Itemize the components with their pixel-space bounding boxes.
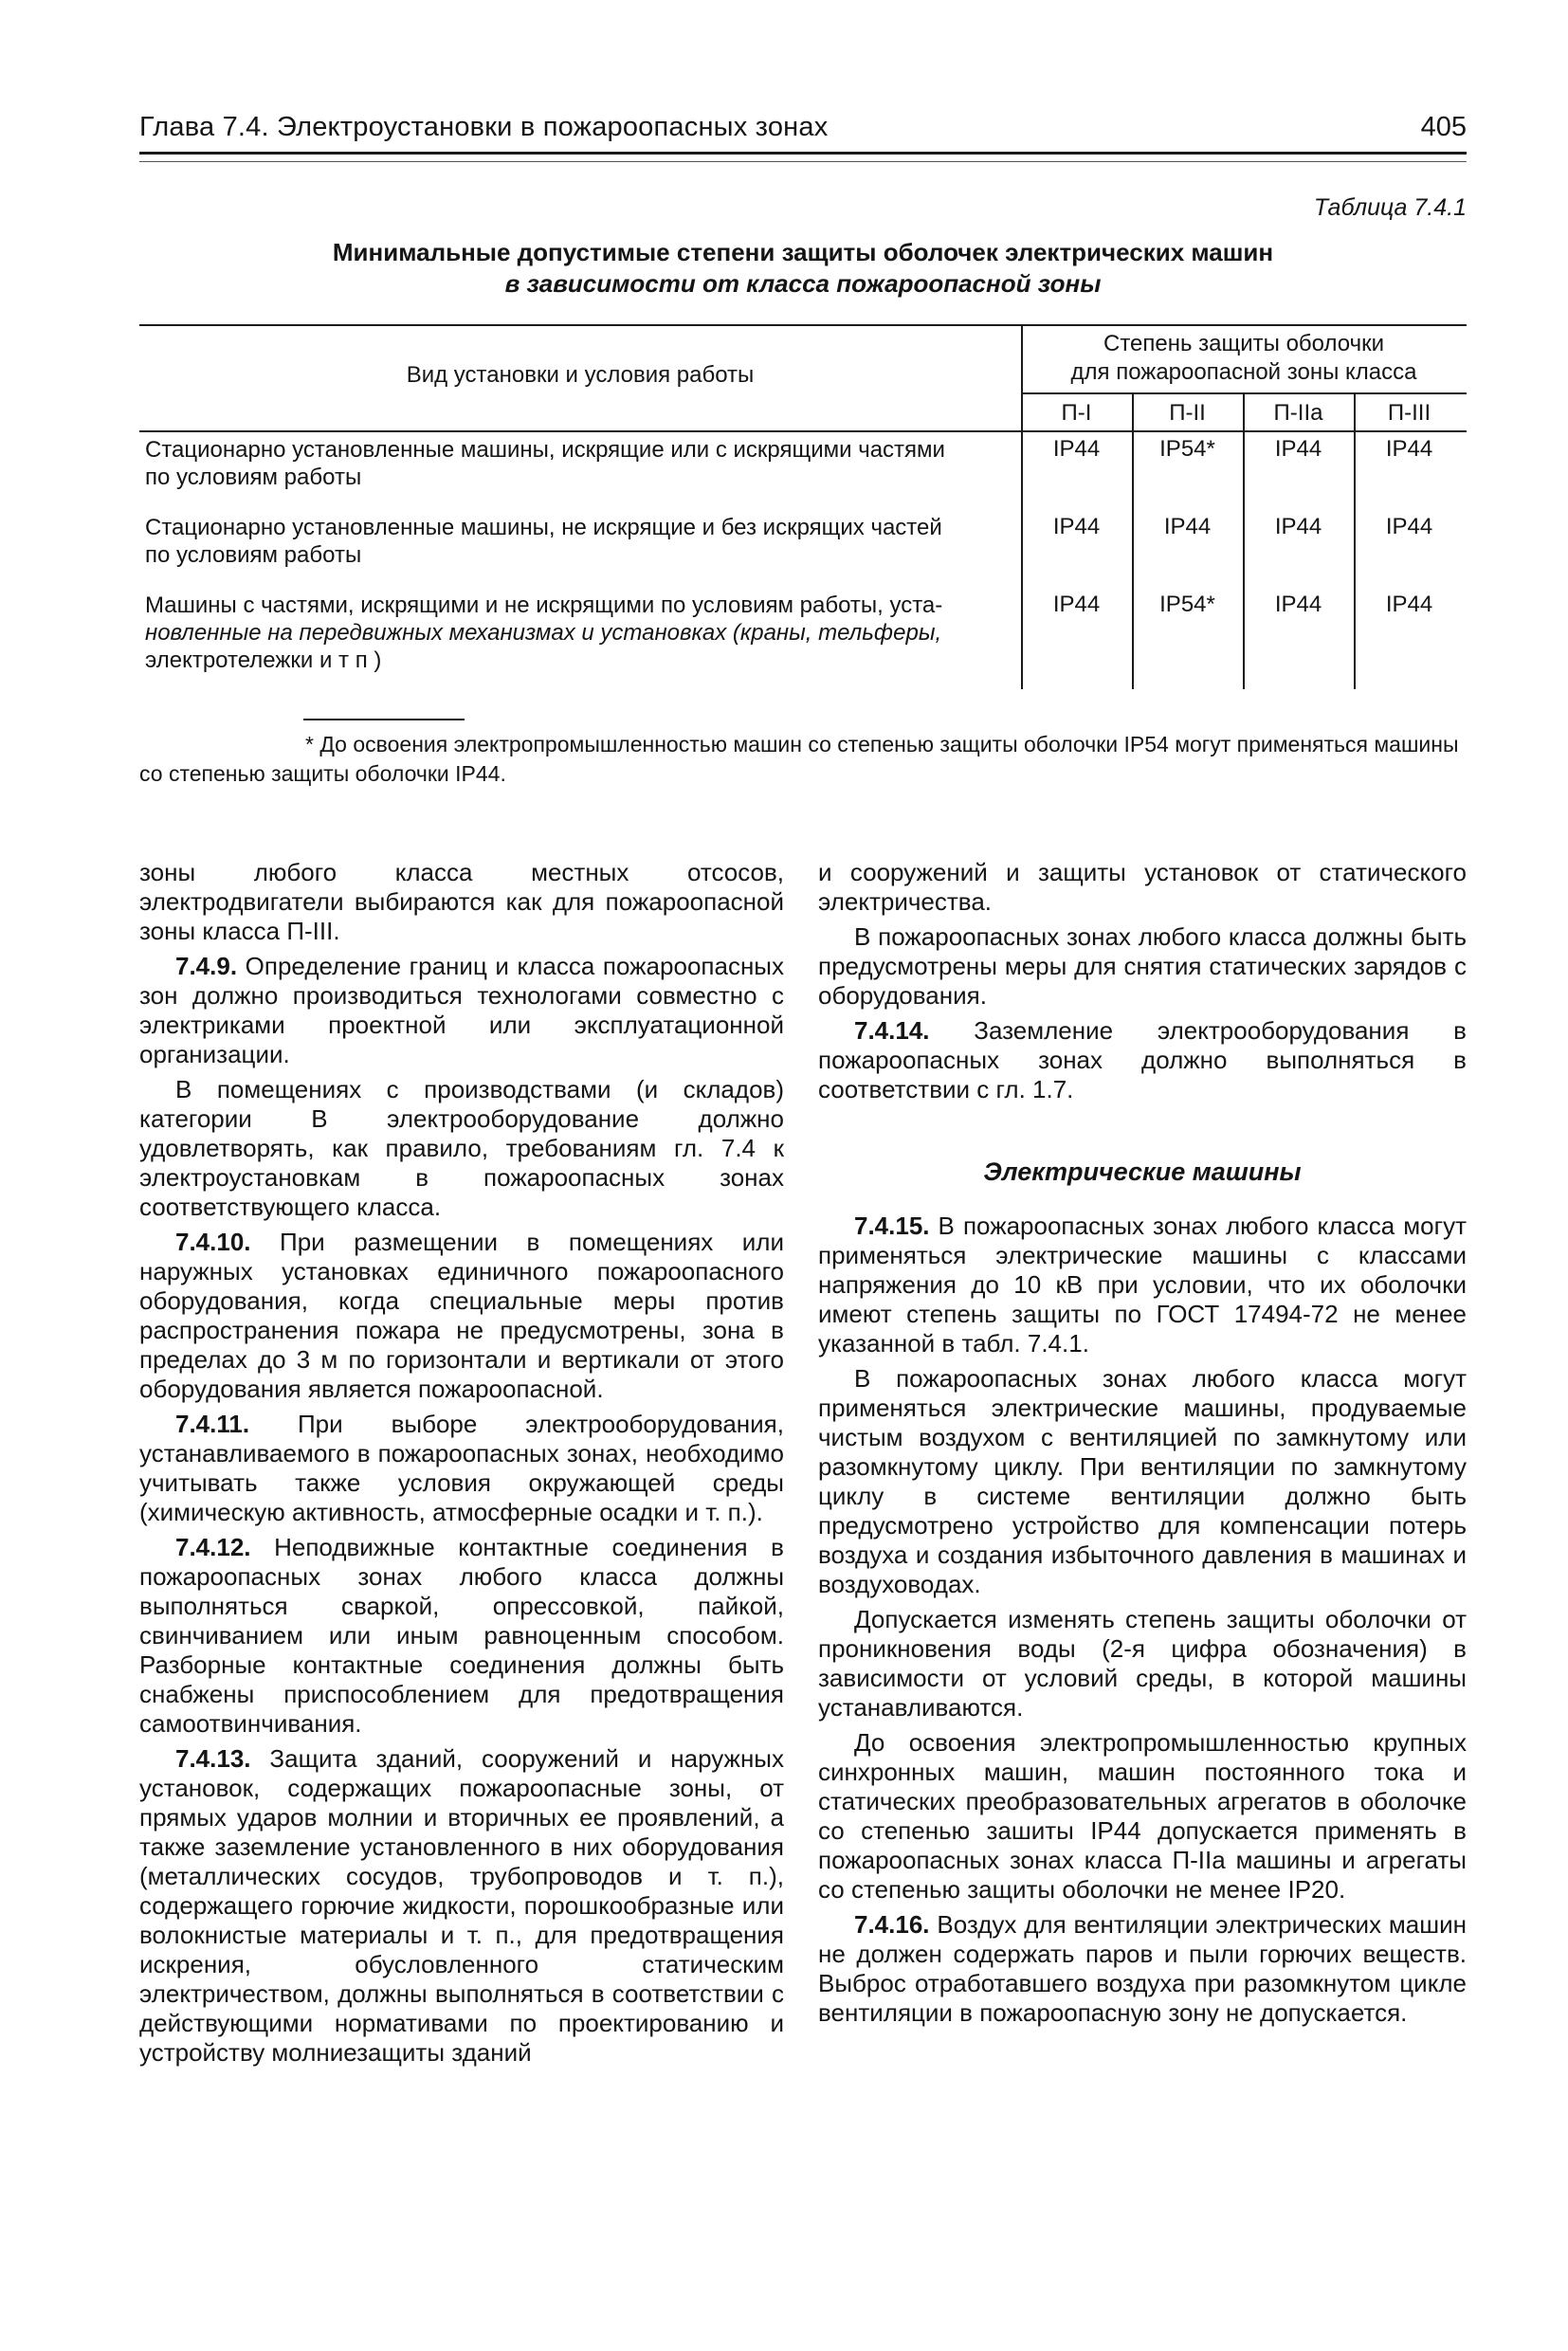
section-number: 7.4.11. xyxy=(175,1410,250,1438)
table-cell-value: IP44 xyxy=(1385,436,1433,462)
row-line: по условиям работы xyxy=(145,465,362,490)
column-header-protection-line2: для пожароопасной зоны класса xyxy=(1070,359,1417,385)
row-line: Стационарно установленные машины, не искрящие и без искрящих частей xyxy=(145,515,942,540)
section-number: 7.4.15. xyxy=(854,1212,930,1240)
column-header-protection xyxy=(1021,330,1467,387)
text-column-right xyxy=(818,858,1467,2033)
header-rule-thin xyxy=(139,161,1467,162)
paragraph xyxy=(139,1228,784,1404)
paragraph xyxy=(139,1744,784,2068)
paragraph: До освоения электропромышленностью крупных синхронных машин, машин постоянного тока и статических преобразовательных агрегатов в оболочке со степенью зашиты IP44 допускается применять в пожароопасных зонах класса П-IIa машины и агрегаты со степенью защиты оболочки не менее IP20. xyxy=(818,1728,1467,1904)
table-cell-value: IP54* xyxy=(1159,592,1215,617)
paragraph: и сооружений и защиты установок от статического электричества. xyxy=(818,858,1467,916)
table-top-rule xyxy=(139,324,1467,326)
zone-class-header: П-III xyxy=(1387,400,1431,426)
column-header-installation: Вид установки и условия работы xyxy=(406,362,755,388)
zone-class-header: П-I xyxy=(1061,400,1092,426)
table-row-description xyxy=(145,514,1012,569)
paragraph: В пожароопасных зонах любого класса могут применяться электрические машины, продуваемые чистым воздухом с вентиляцией по замкнутому или разомкнутому циклу. При вентиляции по замкнутому циклу в системе вентиляции должно быть предусмотрено устройство для компенсации потерь воздуха и создания избыточного давления в машинах и воздуховодах. xyxy=(818,1364,1467,1598)
table-label: Таблица 7.4.1 xyxy=(1313,194,1467,221)
row-line: по условиям работы xyxy=(145,542,362,568)
table-cell-value: IP44 xyxy=(1052,592,1101,617)
paragraph-text: В пожароопасных зонах любого класса могут применяться электрические машины с классами напряжения до 10 кВ при условии, что их оболочки имеют степень защиты по ГОСТ 17494-72 не менее указанной в табл. 7.4.1. xyxy=(818,1212,1467,1358)
table-cell-value: IP54* xyxy=(1159,436,1215,462)
paragraph-text: Воздух для вентиляции электрических машин не должен содержать паров и пыли горючих веществ. Выброс отработавшего воздуха при разомкнутом цикле вентиляции в пожароопасную зону не допускается. xyxy=(818,1910,1467,2027)
paragraph xyxy=(139,952,784,1069)
paragraph-text: Заземление электрооборудования в пожароопасных зонах должно выполняться в соответствии с гл. 1.7. xyxy=(818,1016,1467,1103)
chapter-title: Глава 7.4. Электроустановки в пожароопасных зонах xyxy=(139,112,829,142)
paragraph: Допускается изменять степень защиты оболочки от проникновения воды (2-я цифра обозначения) в зависимости от условий среды, в которой машины устанавливаются. xyxy=(818,1605,1467,1722)
paragraph xyxy=(139,1410,784,1527)
section-number: 7.4.9. xyxy=(175,952,238,980)
row-line: новленные на передвижных механизмах и установках (краны, тельферы, xyxy=(145,620,942,646)
section-number: 7.4.16. xyxy=(854,1910,930,1939)
table-cell-value: IP44 xyxy=(1385,592,1433,617)
table-cell-value: IP44 xyxy=(1052,514,1101,539)
section-number: 7.4.14. xyxy=(854,1016,930,1045)
zone-class-header: П-IIa xyxy=(1273,400,1323,426)
paragraph: В пожароопасных зонах любого класса должны быть предусмотрены меры для снятия статических зарядов с оборудования. xyxy=(818,922,1467,1010)
table-header-rule xyxy=(139,430,1467,432)
table-caption-line2: в зависимости от класса пожароопасной зоны xyxy=(504,269,1102,298)
footnote-rule xyxy=(303,719,465,720)
text-column-left xyxy=(139,858,784,2073)
table-cell-value: IP44 xyxy=(1274,436,1322,462)
table-cell-value: IP44 xyxy=(1385,514,1433,539)
running-header xyxy=(139,112,1467,154)
protection-table xyxy=(139,324,1467,689)
table-cell-value: IP44 xyxy=(1163,514,1212,539)
row-line: Стационарно установленные машины, искрящие или с искрящими частями xyxy=(145,437,945,463)
header-rule xyxy=(139,152,1467,155)
row-line: электротележки и т п ) xyxy=(145,647,382,673)
paragraph-text: При размещении в помещениях или наружных установках единичного пожароопасного оборудования, когда специальные меры против распространения пожара не предусмотрены, зона в пределах до 3 м по горизонтали и вертикали от этого оборудования является пожароопасной. xyxy=(139,1228,784,1403)
page-number: 405 xyxy=(1420,112,1467,142)
paragraph xyxy=(818,1910,1467,2028)
paragraph xyxy=(818,1016,1467,1104)
zone-class-header: П-II xyxy=(1169,400,1206,426)
column-header-protection-line1: Степень защиты оболочки xyxy=(1103,331,1384,356)
table-cell-value: IP44 xyxy=(1274,592,1322,617)
section-subheading: Электрические машины xyxy=(983,1157,1302,1186)
paragraph xyxy=(818,1212,1467,1358)
row-line: Машины с частями, искрящими и не искрящими по условиям работы, уста- xyxy=(145,592,943,618)
paragraph-text: Защита зданий, сооружений и наружных установок, содержащих пожароопасные зоны, от прямых ударов молнии и вторичных ее проявлений, а также заземление установленного в них оборудования (металлических сосудов, трубопроводов и т. п.), содержащего горючие жидкости, порошкообразные или волокнистые материалы и т. п., для предотвращения искрения, обусловленного статическим электричеством, должны выполняться в соответствии с действующими нормативами по проектированию и устройству молниезащиты зданий xyxy=(139,1744,784,2067)
paragraph-text: Неподвижные контактные соединения в пожароопасных зонах любого класса должны выполняться сваркой, опрессовкой, пайкой, свинчиванием или иным равноценным способом. Разборные контактные соединения должны быть снабжены приспособлением для предотвращения самоотвинчивания. xyxy=(139,1533,784,1738)
table-cell-value: IP44 xyxy=(1274,514,1322,539)
table-footnote: * До освоения электропромышленностью машин со степенью защиты оболочки IP54 могут применяться машины со степенью защиты оболочки IP44. xyxy=(139,732,1459,786)
paragraph xyxy=(139,1533,784,1739)
table-caption-line1: Минимальные допустимые степени защиты оболочек электрических машин xyxy=(332,238,1274,266)
paragraph: В помещениях с производствами (и складов) категории В электрооборудование должно удовлетворять, как правило, требованиям гл. 7.4 к электроустановкам в пожароопасных зонах соответствующего класса. xyxy=(139,1075,784,1221)
table-row-description xyxy=(145,592,1012,674)
section-number: 7.4.10. xyxy=(175,1228,251,1256)
section-number: 7.4.12. xyxy=(175,1533,251,1561)
paragraph-text: При выборе электрооборудования, устанавливаемого в пожароопасных зонах, необходимо учитывать также условия окружающей среды (химическую активность, атмосферные осадки и т. п.). xyxy=(139,1410,784,1526)
paragraph-text: Определение границ и класса пожароопасных зон должно производиться технологами совместно с электриками проектной или эксплуатационной организации. xyxy=(139,952,784,1068)
table-cell-value: IP44 xyxy=(1052,436,1101,462)
paragraph: зоны любого класса местных отсосов, электродвигатели выбираются как для пожароопасной зоны класса П-III. xyxy=(139,858,784,945)
table-row-description xyxy=(145,436,1012,491)
table-caption xyxy=(139,237,1467,300)
section-number: 7.4.13. xyxy=(175,1744,251,1773)
